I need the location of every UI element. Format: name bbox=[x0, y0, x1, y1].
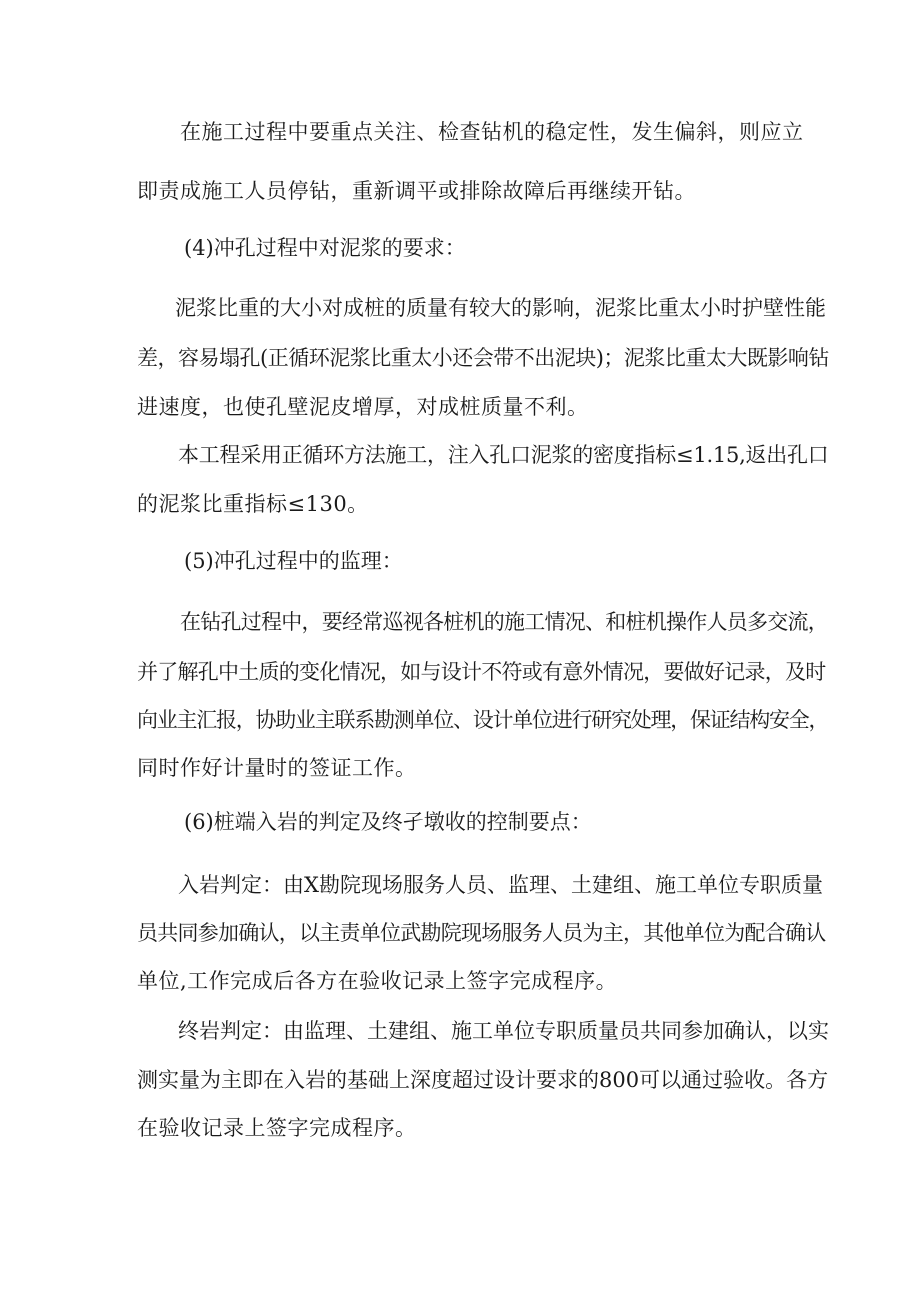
para5-line1: 入岩判定：由X勘院现场服务人员、监理、土建组、施工单位专职质量 bbox=[178, 873, 823, 897]
para5-line2: 员共同参加确认，以主责单位武勘院现场服务人员为主，其他单位为配合确认 bbox=[137, 921, 826, 945]
para3-line1: 本工程采用正循环方法施工，注入孔口泥浆的密度指标≤1.15,返出孔口 bbox=[178, 443, 829, 467]
para6-line2: 测实量为主即在入岩的基础上深度超过设计要求的800可以通过验收。各方 bbox=[137, 1068, 829, 1092]
para4-line4: 同时作好计量时的签证工作。 bbox=[137, 756, 417, 780]
para5-line3: 单位,工作完成后各方在验收记录上签字完成程序。 bbox=[137, 969, 618, 993]
para1-line2: 即责成施工人员停钻，重新调平或排除故障后再继续开钻。 bbox=[137, 179, 696, 203]
para4-line1: 在钻孔过程中，要经常巡视各桩机的施工情况、和桩机操作人员多交流， bbox=[180, 610, 828, 634]
section-5-heading: (5)冲孔过程中的监理： bbox=[184, 549, 403, 573]
para4-line2: 并了解孔中土质的变化情况，如与设计不符或有意外情况，要做好记录，及时 bbox=[137, 660, 826, 684]
para6-line3: 在验收记录上签字完成程序。 bbox=[137, 1116, 417, 1140]
section-4-heading: (4)冲孔过程中对泥浆的要求： bbox=[184, 236, 466, 260]
para1-line1: 在施工过程中要重点关注、检查钻机的稳定性，发生偏斜，则应立 bbox=[180, 120, 804, 144]
para2-line1: 泥浆比重的大小对成桩的质量有较大的影响，泥浆比重太小时护壁性能 bbox=[175, 296, 826, 320]
para3-line2: 的泥浆比重指标≤130。 bbox=[137, 492, 369, 516]
para2-line2: 差，容易塌孔(正循环泥浆比重太小还会带不出泥块)；泥浆比重太大既影响钻 bbox=[137, 346, 829, 370]
para2-line3: 进速度，也使孔壁泥皮增厚，对成桩质量不利。 bbox=[137, 395, 589, 419]
para6-line1: 终岩判定：由监理、土建组、施工单位专职质量员共同参加确认，以实 bbox=[178, 1019, 829, 1043]
section-6-heading: (6)桩端入岩的判定及终孑墩收的控制要点： bbox=[184, 810, 592, 834]
para4-line3: 向业主汇报，协助业主联系勘测单位、设计单位进行研究处理，保证结构安全， bbox=[137, 708, 829, 732]
